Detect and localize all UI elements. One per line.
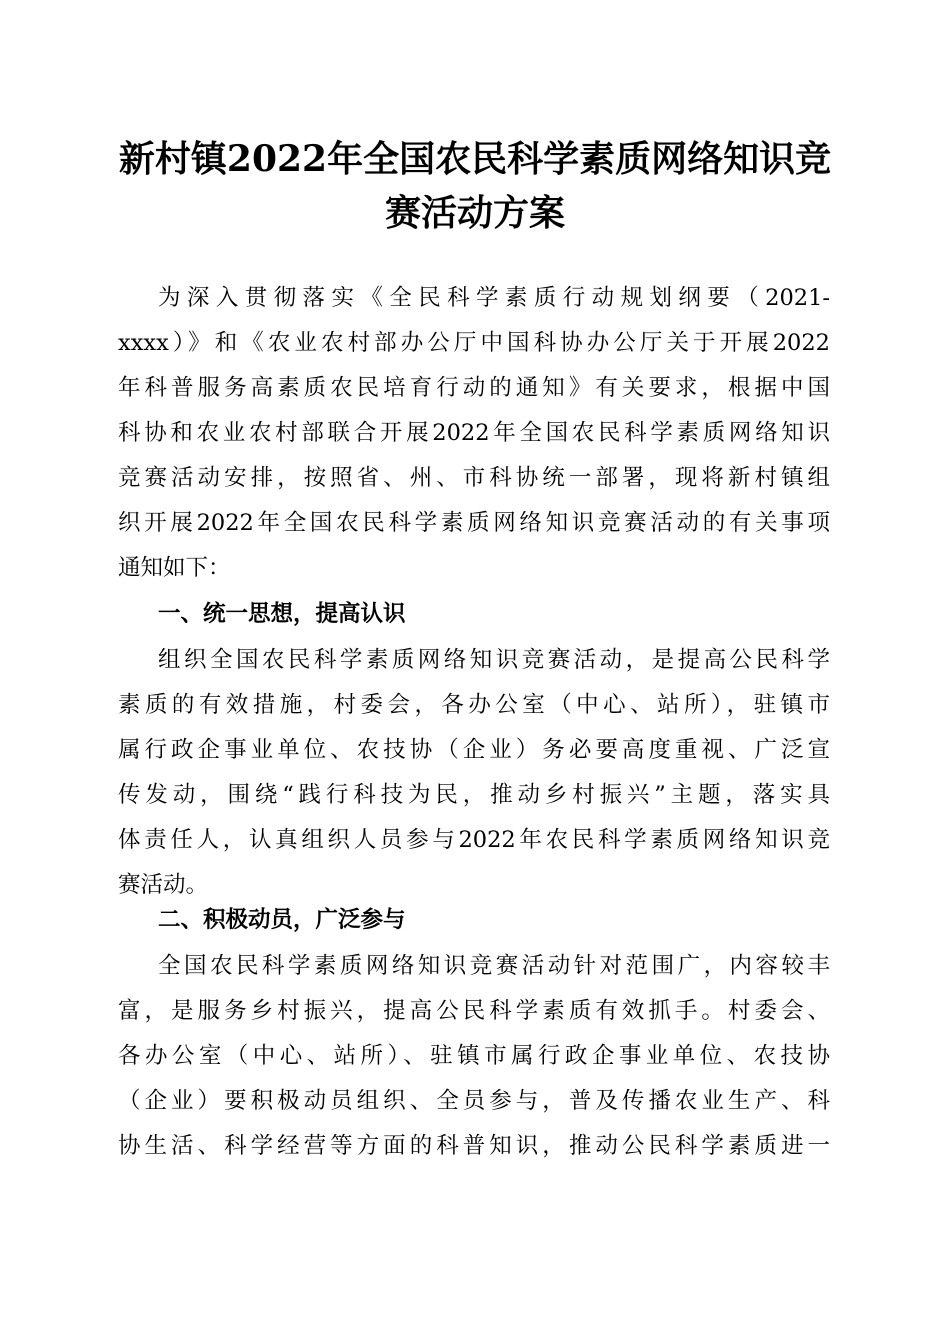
section-1-line: 组织全国农民科学素质网络知识竞赛活动，是提高公民科学 — [158, 647, 830, 673]
section-2-line: 全国农民科学素质网络知识竞赛活动针对范围广，内容较丰 — [158, 953, 830, 979]
section-1-line: 传发动，围绕“践行科技为民，推动乡村振兴”主题，落实具 — [118, 782, 830, 808]
section-1-heading: 一、统一思想，提高认识 — [158, 601, 406, 627]
intro-line: 竞赛活动安排，按照省、州、市科协统一部署，现将新村镇组 — [118, 465, 830, 491]
section-2-line: （企业）要积极动员组织、全员参与，普及传播农业生产、科 — [118, 1088, 830, 1114]
document-title-line-2: 赛活动方案 — [384, 192, 565, 234]
section-2-line: 各办公室（中心、站所）、驻镇市属行政企事业单位、农技协 — [118, 1043, 830, 1069]
intro-line: xxxx）》和《农业农村部办公厅中国科协办公厅关于开展2022 — [118, 330, 830, 356]
section-2-paragraph — [118, 944, 830, 1169]
intro-line: 为深入贯彻落实《全民科学素质行动规划纲要（2021- — [158, 285, 830, 311]
section-1-line: 体责任人，认真组织人员参与2022年农民科学素质网络知识竞 — [118, 827, 830, 853]
intro-line: 通知如下： — [118, 555, 231, 581]
section-2-line: 协生活、科学经营等方面的科普知识，推动公民科学素质进一 — [118, 1133, 830, 1159]
document-title-line-1: 新村镇2022年全国农民科学素质网络知识竞 — [118, 138, 832, 180]
intro-line: 科协和农业农村部联合开展2022年全国农民科学素质网络知识 — [118, 420, 830, 446]
section-1-line: 素质的有效措施，村委会，各办公室（中心、站所），驻镇市 — [118, 692, 830, 718]
section-1-line: 赛活动。 — [118, 872, 209, 898]
section-1-paragraph — [118, 638, 830, 908]
section-1-line: 属行政企事业单位、农技协（企业）务必要高度重视、广泛宣 — [118, 737, 830, 763]
section-2-line: 富，是服务乡村振兴，提高公民科学素质有效抓手。村委会、 — [118, 998, 830, 1024]
section-2-heading: 二、积极动员，广泛参与 — [158, 907, 406, 933]
intro-line: 织开展2022年全国农民科学素质网络知识竞赛活动的有关事项 — [118, 510, 830, 536]
intro-line: 年科普服务高素质农民培育行动的通知》有关要求，根据中国 — [118, 375, 830, 401]
intro-paragraph — [118, 276, 830, 591]
